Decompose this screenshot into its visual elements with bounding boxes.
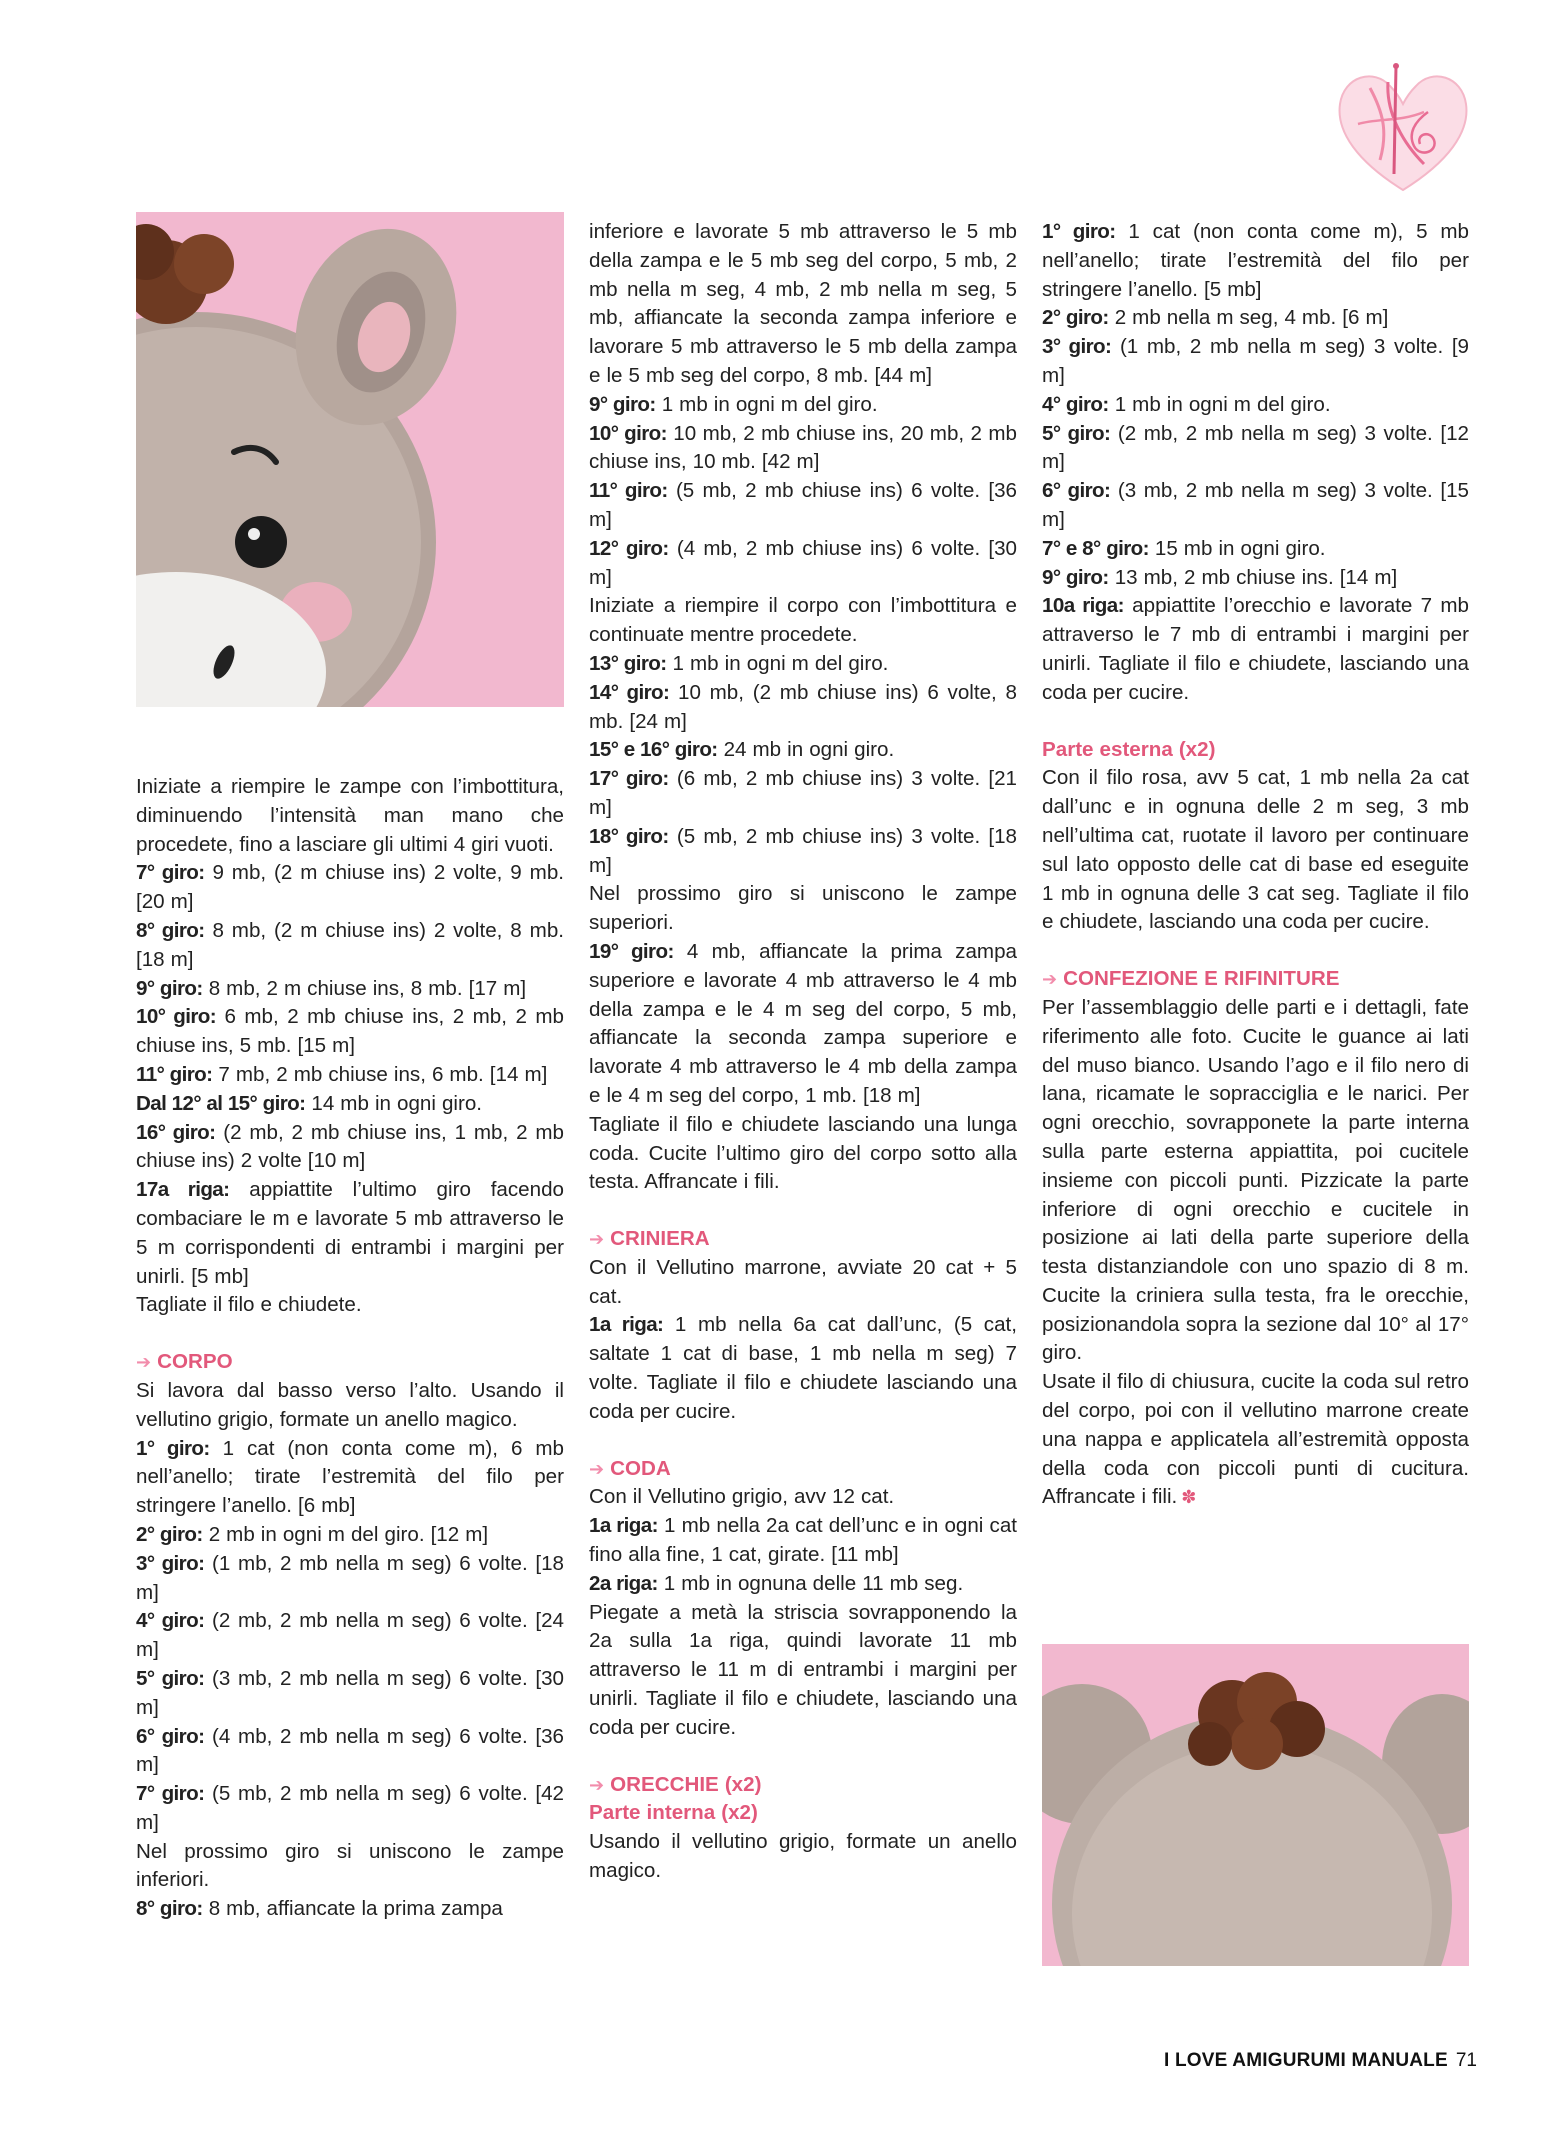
instruction-row: 2° giro: 2 mb in ogni m del giro. [12 m]	[136, 1522, 489, 1546]
instruction-row: 5° giro: (2 mb, 2 mb nella m seg) 3 volte. [12 m]	[1042, 421, 1469, 474]
paragraph: Nel prossimo giro si uniscono le zampe superiori.	[589, 882, 1017, 935]
paragraph: Piegate a metà la striscia sovrapponendo la 2a sulla 1a riga, quindi lavorate 11 mb attraverso le 11 m di entrambi i margini per unirli. Tagliate il filo e chiudete, lasciando una coda per cucire.	[589, 1600, 1017, 1739]
instruction-row: 10a riga: appiattite l’orecchio e lavorate 7 mb attraverso le 7 mb di entrambi i margini per unirli. Tagliate il filo e chiudete, lasciando una coda per cucire.	[1042, 594, 1470, 704]
instruction-row: 1° giro: 1 cat (non conta come m), 6 mb nell’anello; tirate l’estremità del filo per stringere l’anello. [6 mb]	[136, 1436, 564, 1518]
section-heading-corpo: ➔ CORPO	[136, 1350, 233, 1374]
instruction-row: Dal 12° al 15° giro: 14 mb in ogni giro.	[136, 1091, 483, 1115]
subheading-parte-esterna: Parte esterna (x2)	[1042, 737, 1216, 761]
instruction-row: 4° giro: 1 mb in ogni m del giro.	[1042, 392, 1331, 416]
section-heading-confezione: ➔ CONFEZIONE E RIFINITURE	[1042, 967, 1340, 991]
instruction-row: 14° giro: 10 mb, (2 mb chiuse ins) 6 volte, 8 mb. [24 m]	[589, 680, 1017, 733]
paragraph: Usando il vellutino grigio, formate un anello magico.	[589, 1830, 1017, 1883]
text-column-1	[136, 773, 564, 1924]
instruction-row: 3° giro: (1 mb, 2 mb nella m seg) 3 volte. [9 m]	[1042, 335, 1469, 387]
subheading-parte-interna: Parte interna (x2)	[589, 1801, 758, 1825]
paragraph: Tagliate il filo e chiudete.	[136, 1293, 362, 1317]
instruction-row: 10° giro: 10 mb, 2 mb chiuse ins, 20 mb, 2 mb chiuse ins, 10 mb. [42 m]	[589, 421, 1017, 474]
text-column-3	[1042, 218, 1469, 1512]
arrow-right-icon: ➔	[589, 1229, 605, 1250]
instruction-row: 18° giro: (5 mb, 2 mb chiuse ins) 3 volte. [18 m]	[589, 824, 1017, 877]
paragraph: Iniziate a riempire il corpo con l’imbottitura e continuate mentre procedete.	[589, 594, 1017, 647]
paragraph: Tagliate il filo e chiudete lasciando una lunga coda. Cucite l’ultimo giro del corpo sotto alla testa. Affrancate i fili.	[589, 1112, 1017, 1194]
arrow-right-icon: ➔	[1042, 969, 1058, 990]
magazine-title: I LOVE AMIGURUMI MANUALE	[1164, 2050, 1448, 2071]
instruction-row: 9° giro: 8 mb, 2 m chiuse ins, 8 mb. [17 m]	[136, 976, 527, 1000]
instruction-row: 2a riga: 1 mb in ognuna delle 11 mb seg.	[589, 1571, 964, 1595]
paragraph: Con il Vellutino marrone, avviate 20 cat + 5 cat.	[589, 1255, 1017, 1308]
instruction-row: 7° giro: (5 mb, 2 mb nella m seg) 6 volte. [42 m]	[136, 1782, 564, 1834]
instruction-row: 5° giro: (3 mb, 2 mb nella m seg) 6 volte. [30 m]	[136, 1666, 564, 1719]
instruction-row: 17° giro: (6 mb, 2 mb chiuse ins) 3 volte. [21 m]	[589, 767, 1017, 819]
instruction-row: 10° giro: 6 mb, 2 mb chiuse ins, 2 mb, 2 mb chiuse ins, 5 mb. [15 m]	[136, 1005, 564, 1058]
section-heading-coda: ➔ CODA	[589, 1456, 671, 1480]
instruction-row: 8° giro: 8 mb, (2 m chiuse ins) 2 volte, 8 mb. [18 m]	[136, 918, 564, 971]
section-heading-criniera: ➔ CRINIERA	[589, 1227, 710, 1251]
instruction-row: 8° giro: 8 mb, affiancate la prima zampa	[136, 1897, 503, 1921]
text-column-2	[589, 218, 1017, 1886]
instruction-row: 1a riga: 1 mb nella 2a cat dell’unc e in ogni cat fino alla fine, 1 cat, girate. [11 mb]	[589, 1514, 1018, 1567]
arrow-right-icon: ➔	[136, 1352, 152, 1373]
end-mark-icon: ✽	[1181, 1487, 1197, 1508]
page-footer	[1164, 2050, 1477, 2072]
instruction-row: 11° giro: (5 mb, 2 mb chiuse ins) 6 volte. [36 m]	[589, 479, 1017, 531]
paragraph: inferiore e lavorate 5 mb attraverso le 5 mb della zampa e le 5 mb seg del corpo, 5 mb, 2 mb nella m seg, 4 mb, 2 mb nella m seg, 5 mb, affiancate la seconda zampa inferiore e lavorare 5 mb attraverso le 5 mb della zampa e le 5 mb seg del corpo, 8 mb. [44 m]	[589, 220, 1017, 387]
instruction-row: 1a riga: 1 mb nella 6a cat dall’unc, (5 cat, saltate 1 cat di base, 1 mb nella m seg) 7 volte. Tagliate il filo e chiudete lasciando una coda per cucire.	[589, 1313, 1017, 1423]
paragraph: Iniziate a riempire le zampe con l’imbottitura, diminuendo l’intensità man mano che procedete, fino a lasciare gli ultimi 4 giri vuoti.	[136, 775, 564, 856]
instruction-row: 15° e 16° giro: 24 mb in ogni giro.	[589, 738, 895, 762]
instruction-row: 3° giro: (1 mb, 2 mb nella m seg) 6 volte. [18 m]	[136, 1551, 564, 1604]
instruction-row: 9° giro: 13 mb, 2 mb chiuse ins. [14 m]	[1042, 565, 1398, 589]
instruction-row: 6° giro: (4 mb, 2 mb nella m seg) 6 volte. [36 m]	[136, 1724, 564, 1777]
paragraph: Con il filo rosa, avv 5 cat, 1 mb nella 2a cat dall’unc e in ognuna delle 2 m seg, 3 mb nell’ultima cat, ruotate il lavoro per continuare sul lato opposto delle cat di base ed eseguite 1 mb in ognuna delle 3 cat seg. Tagliate il filo e chiudete, lasciando una coda per cucire.	[1042, 766, 1469, 934]
instruction-row: 17a riga: appiattite l’ultimo giro facendo combaciare le m e lavorate 5 mb attraverso le 5 m corrispondenti di entrambi i margini per unirli. [5 mb]	[136, 1178, 564, 1288]
paragraph: Per l’assemblaggio delle parti e i dettagli, fate riferimento alle foto. Cucite le guance ai lati del muso bianco. Usando l’ago e il filo nero di lana, ricamate le sopracciglia e le narici. Per ogni orecchio, sovrapponete la parte interna sulla parte esterna appiattita, poi cucitele insieme con piccoli punti. Pizzicate la parte inferiore di ogni orecchio e cucitele in posizione ai lati della parte superiore della testa distanziandole con uno spazio di 8 m. Cucite la criniera sulla testa, fra le orecchie, posizionandola sopra la sezione dal 10° al 17° giro.	[1042, 995, 1469, 1365]
instruction-row: 12° giro: (4 mb, 2 mb chiuse ins) 6 volte. [30 m]	[589, 536, 1017, 589]
section-heading-orecchie: ➔ ORECCHIE (x2)	[589, 1772, 762, 1796]
instruction-row: 13° giro: 1 mb in ogni m del giro.	[589, 651, 889, 675]
arrow-right-icon: ➔	[589, 1774, 605, 1795]
instruction-row: 7° giro: 9 mb, (2 m chiuse ins) 2 volte, 9 mb. [20 m]	[136, 861, 564, 914]
paragraph: Si lavora dal basso verso l’alto. Usando il vellutino grigio, formate un anello magico.	[136, 1378, 564, 1431]
donkey-mane-photo	[1042, 1644, 1469, 1966]
instruction-row: 4° giro: (2 mb, 2 mb nella m seg) 6 volte. [24 m]	[136, 1609, 564, 1662]
page-number: 71	[1455, 2050, 1477, 2071]
arrow-right-icon: ➔	[589, 1458, 605, 1479]
instruction-row: 11° giro: 7 mb, 2 mb chiuse ins, 6 mb. [14 m]	[136, 1062, 548, 1086]
instruction-row: 2° giro: 2 mb nella m seg, 4 mb. [6 m]	[1042, 306, 1389, 330]
paragraph: Usate il filo di chiusura, cucite la coda sul retro del corpo, poi con il vellutino marrone create una nappa e applicatela all’estremità opposta della coda con piccoli punti di cucitura. Affrancate i fili. ✽	[1042, 1370, 1469, 1509]
instruction-row: 16° giro: (2 mb, 2 mb chiuse ins, 1 mb, 2 mb chiuse ins) 2 volte [10 m]	[136, 1120, 564, 1173]
instruction-row: 9° giro: 1 mb in ogni m del giro.	[589, 392, 878, 416]
donkey-head-photo	[136, 212, 564, 707]
instruction-row: 19° giro: 4 mb, affiancate la prima zampa superiore e lavorate 4 mb attraverso le 4 mb della zampa e le 4 m seg del corpo, 5 mb, affiancate la seconda zampa superiore e lavorate 4 mb attraverso le 4 mb della zampa e le 4 m seg del corpo, 1 mb. [18 m]	[589, 939, 1017, 1107]
instruction-row: 7° e 8° giro: 15 mb in ogni giro.	[1042, 536, 1326, 560]
instruction-row: 6° giro: (3 mb, 2 mb nella m seg) 3 volte. [15 m]	[1042, 479, 1469, 531]
paragraph: Con il Vellutino grigio, avv 12 cat.	[589, 1485, 895, 1509]
paragraph: Nel prossimo giro si uniscono le zampe inferiori.	[136, 1839, 564, 1892]
crochet-hook-heart-logo	[1328, 52, 1478, 202]
instruction-row: 1° giro: 1 cat (non conta come m), 5 mb nell’anello; tirate l’estremità del filo per stringere l’anello. [5 mb]	[1042, 220, 1469, 301]
